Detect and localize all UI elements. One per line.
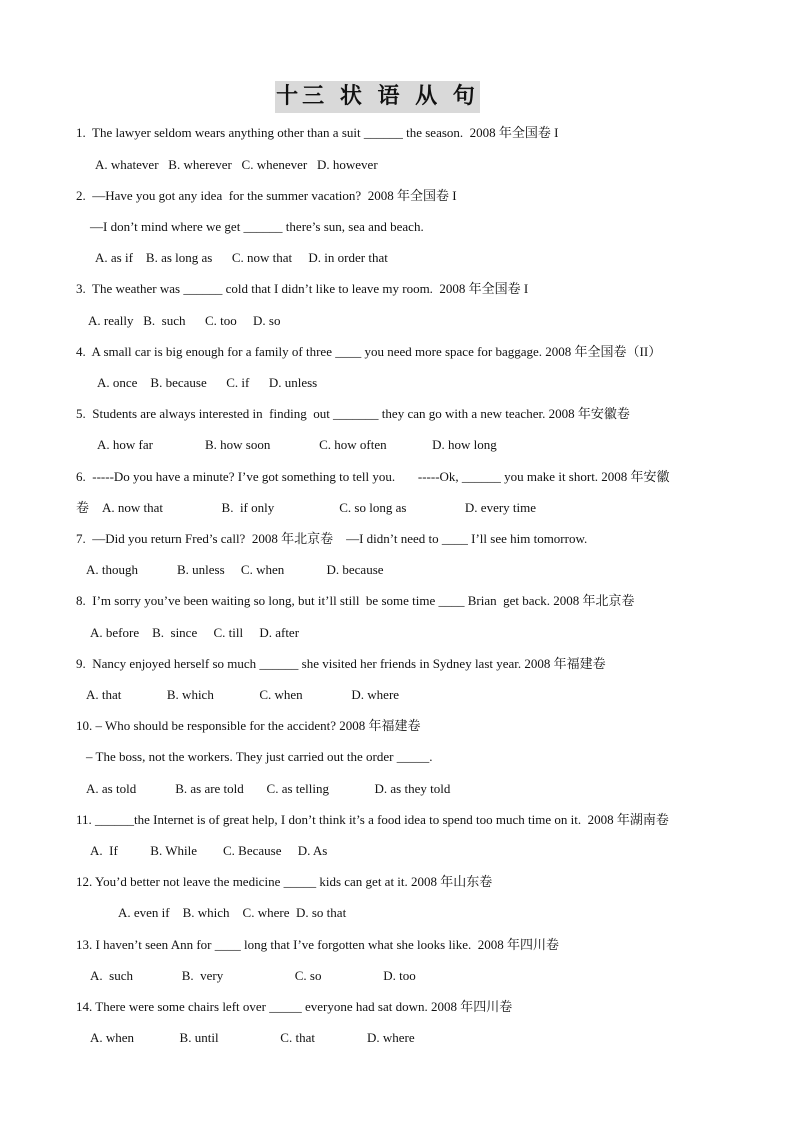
question-13-stem: 13. I haven’t seen Ann for ____ long that I’ve forgotten what she looks like. 2008 年四川卷 bbox=[76, 937, 559, 952]
question-10-stem: 10. – Who should be responsible for the accident? 2008 年福建卷 bbox=[76, 718, 421, 733]
question-6-stem: 6. -----Do you have a minute? I’ve got something to tell you. -----Ok, ______ you make it short. 2008 年安徽 bbox=[76, 469, 670, 484]
question-8-options: A. before B. since C. till D. after bbox=[90, 625, 300, 640]
question-7-stem: 7. —Did you return Fred’s call? 2008 年北京卷 —I didn’t need to ____ I’ll see him tomorrow. bbox=[76, 531, 588, 546]
question-11-stem: 11. ______the Internet is of great help, I don’t think it’s a food idea to spend too much time on it. 2008 年湖南卷 bbox=[76, 812, 669, 827]
question-5-options: A. how far B. how soon C. how often D. how long bbox=[97, 437, 497, 452]
question-2-options: A. as if B. as long as C. now that D. in order that bbox=[95, 250, 388, 265]
question-10-reply: – The boss, not the workers. They just carried out the order _____. bbox=[86, 749, 433, 764]
question-11-options: A. If B. While C. Because D. As bbox=[90, 843, 328, 858]
question-14-options: A. when B. until C. that D. where bbox=[90, 1030, 415, 1045]
page-title: 十三 状 语 从 句 bbox=[275, 81, 480, 113]
question-12-stem: 12. You’d better not leave the medicine _____ kids can get at it. 2008 年山东卷 bbox=[76, 874, 493, 889]
question-2-stem: 2. —Have you got any idea for the summer vacation? 2008 年全国卷 I bbox=[76, 188, 457, 203]
question-5-stem: 5. Students are always interested in finding out _______ they can go with a new teacher. 2008 年安徽卷 bbox=[76, 406, 630, 421]
question-2-reply: —I don’t mind where we get ______ there’s sun, sea and beach. bbox=[90, 219, 424, 234]
question-13-options: A. such B. very C. so D. too bbox=[90, 968, 416, 983]
question-4-stem: 4. A small car is big enough for a family of three ____ you need more space for baggage. 2008 年全国卷（II） bbox=[76, 344, 662, 359]
question-9-options: A. that B. which C. when D. where bbox=[86, 687, 400, 702]
question-9-stem: 9. Nancy enjoyed herself so much ______ she visited her friends in Sydney last year. 2008 年福建卷 bbox=[76, 656, 606, 671]
question-4-options: A. once B. because C. if D. unless bbox=[97, 375, 318, 390]
question-8-stem: 8. I’m sorry you’ve been waiting so long, but it’ll still be some time ____ Brian get back. 2008 年北京卷 bbox=[76, 593, 635, 608]
question-12-options: A. even if B. which C. where D. so that bbox=[118, 905, 347, 920]
question-1-stem: 1. The lawyer seldom wears anything other than a suit ______ the season. 2008 年全国卷 I bbox=[76, 125, 559, 140]
question-14-stem: 14. There were some chairs left over _____ everyone had sat down. 2008 年四川卷 bbox=[76, 999, 513, 1014]
question-10-options: A. as told B. as are told C. as telling D. as they told bbox=[86, 781, 451, 796]
question-3-options: A. really B. such C. too D. so bbox=[88, 313, 281, 328]
question-6-options: 卷 A. now that B. if only C. so long as D. every time bbox=[76, 500, 537, 515]
question-3-stem: 3. The weather was ______ cold that I didn’t like to leave my room. 2008 年全国卷 I bbox=[76, 281, 529, 296]
question-1-options: A. whatever B. wherever C. whenever D. however bbox=[95, 157, 378, 172]
question-7-options: A. though B. unless C. when D. because bbox=[86, 562, 384, 577]
